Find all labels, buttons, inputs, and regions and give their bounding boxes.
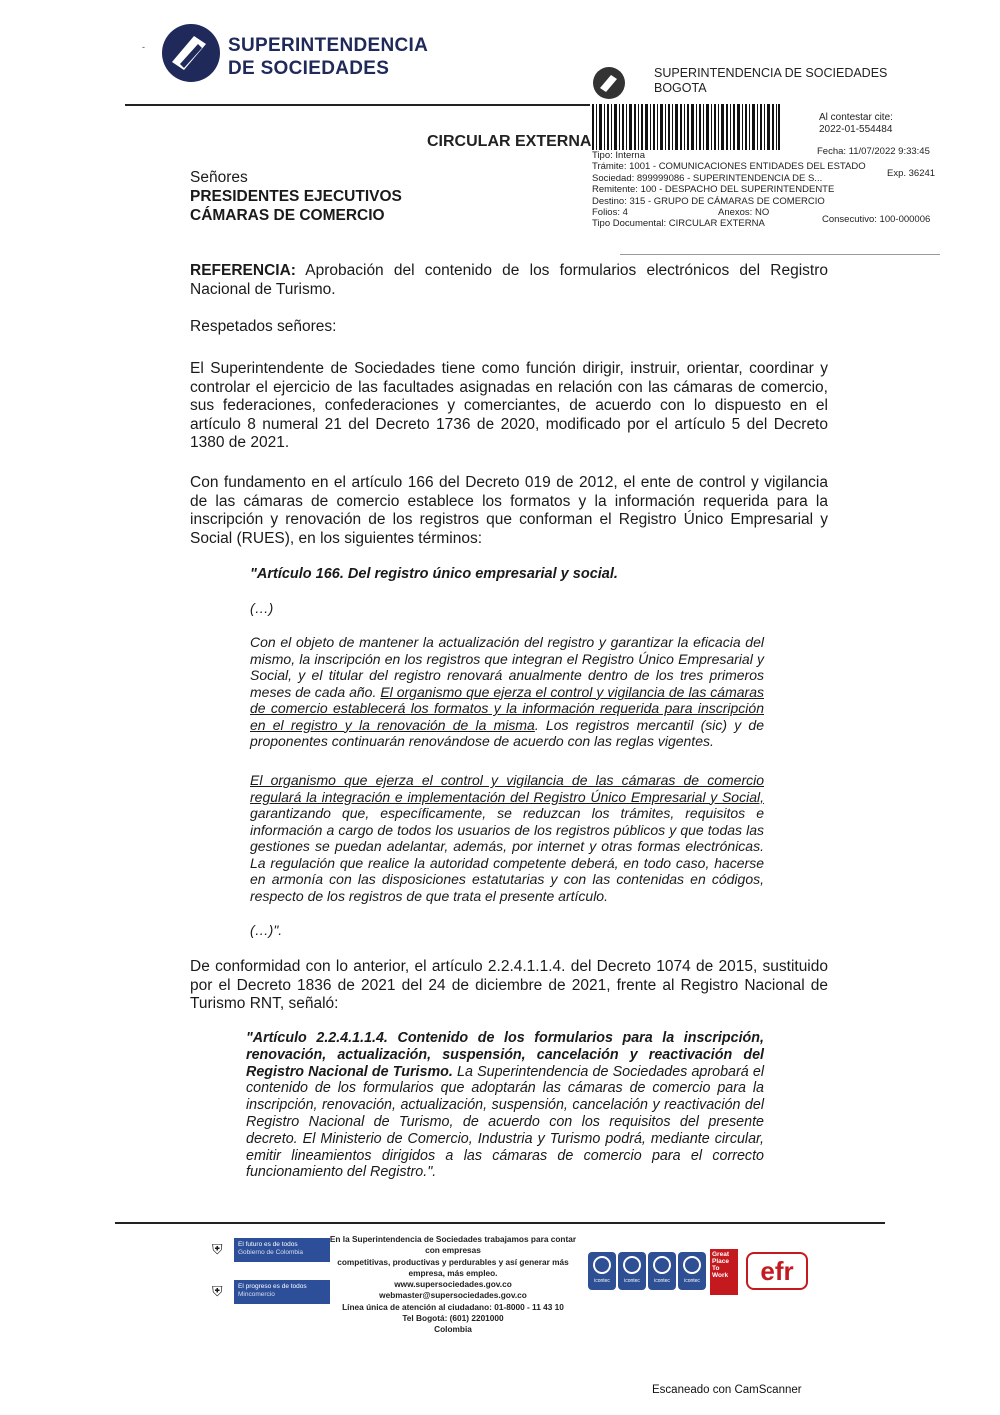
logo-line-1: SUPERINTENDENCIA: [228, 35, 429, 56]
stamp-remitente: Remitente: 100 - DESPACHO DEL SUPERINTENDENTE: [592, 184, 835, 196]
quote-1-p2-text: garantizando que, específicamente, se reduzcan los trámites, requisitos e información a cargo de todos los usuarios de los registros públicos y que todas las gestiones se puedan adelantar, además, por internet y otras formas electrónicas. La regulación que realice la autoridad competente deberá, en todo caso, hacerse en armonía con las disposiciones estatutarias y con las contenidas en códigos, respecto de los registros de que trata el presente artículo.: [250, 805, 764, 904]
quote-1-ellipsis: (…): [250, 600, 274, 616]
stamp-entity: [654, 66, 887, 96]
quote-1-p1-underlined: El organismo que ejerza el control y vigilancia de las cámaras de comercio establecerá los formatos y la información requerida para inscripción en el registro y la renovación de la misma: [250, 683, 764, 733]
efr-logo: efr: [746, 1252, 808, 1290]
quote-1-paragraph-2: [250, 772, 764, 904]
colombia-shield-icon: ⛨: [212, 1283, 223, 1299]
gov-badge-progreso-sub: Mincomercio: [238, 1291, 275, 1298]
cite-block: [819, 112, 893, 136]
quote-1-p2-underlined: El organismo que ejerza el control y vigilancia de las cámaras de comercio regulará la integración e implementación del Registro Único Empresarial y Social,: [250, 772, 764, 805]
cite-number: 2022-01-554484: [819, 124, 893, 135]
quote-2-title: "Artículo 2.2.4.1.1.4. Contenido de los formularios para la inscripción, renovación, actualización, suspensión, cancelación y reactivación del Registro Nacional de Turismo.: [246, 1030, 764, 1080]
stamp-tramite: Trámite: 1001 - COMUNICACIONES ENTIDADES DEL ESTADO: [592, 161, 866, 173]
paragraph-2: Con fundamento en el artículo 166 del Decreto 019 de 2012, el ente de control y vigilancia de las cámaras de comercio establece los formatos y la información requerida para la inscripción y renovación de los registros que conforman el Registro Único Empresarial y Social (RUES), en los siguientes términos:: [190, 474, 828, 547]
logo-wordmark: [228, 34, 428, 80]
reference-label: REFERENCIA:: [190, 262, 296, 279]
footer-line-2: competitivas, productivas y perdurables y así generar más empresa, más empleo.: [337, 1256, 569, 1278]
supersociedades-logo-icon: [160, 22, 222, 84]
icontec-cert-icon: icontec: [618, 1252, 646, 1290]
footer-contact: [328, 1234, 578, 1336]
stamp-tipo-documental: Tipo Documental: CIRCULAR EXTERNA: [592, 218, 765, 230]
footer-phone-2: Tel Bogotá: (601) 2201000: [402, 1313, 504, 1324]
gov-badge-futuro-sub: Gobierno de Colombia: [238, 1249, 304, 1256]
icontec-cert-icon: icontec: [648, 1252, 676, 1290]
footer-country: Colombia: [434, 1324, 472, 1335]
addressee-block: [190, 168, 402, 225]
paragraph-1: El Superintendente de Sociedades tiene como función dirigir, instruir, orientar, coordinar y controlar el ejercicio de las facultades asignadas en relación con las cámaras de comercio, sus federaciones, confederaciones y comerciantes, de acuerdo con lo dispuesto en el artículo 8 numeral 21 del Decreto 1736 de 2020, modificado por el artículo 5 del Decreto 1380 de 2021.: [190, 360, 828, 451]
stamp-date: Fecha: 11/07/2022 9:33:45: [817, 146, 930, 157]
icontec-cert-icon: icontec: [588, 1252, 616, 1290]
stamp-consecutivo: Consecutivo: 100-000006: [822, 214, 931, 225]
footer-line-1: En la Superintendencia de Sociedades trabajamos para contar con empresas: [329, 1234, 577, 1256]
gov-badge-progreso: [212, 1280, 312, 1304]
quote-2: [246, 1030, 764, 1181]
addressee-line-2: CÁMARAS DE COMERCIO: [190, 207, 385, 224]
footer-email: webmaster@supersociedades.gov.co: [379, 1290, 527, 1301]
quote-1-paragraph-1: [250, 634, 764, 750]
salutation: Señores: [190, 169, 248, 186]
gov-badge-futuro: [212, 1238, 312, 1262]
footer-divider: [115, 1222, 885, 1224]
reference-text: Aprobación del contenido de los formularios electrónicos del Registro Nacional de Turismo.: [190, 262, 828, 298]
stamp-city: BOGOTA: [654, 81, 707, 95]
reference-paragraph: [190, 262, 828, 299]
quote-1-p1-text-b: . Los registros mercantil (sic) y de proponentes continuarán renovándose de acuerdo con las reglas vigentes.: [250, 716, 764, 749]
colombia-shield-icon: ⛨: [212, 1241, 223, 1257]
stamp-sociedad: Sociedad: 899999086 - SUPERINTENDENCIA DE S...: [592, 172, 823, 184]
corner-mark: -: [142, 42, 145, 52]
stamp-entity-name: SUPERINTENDENCIA DE SOCIEDADES: [654, 66, 888, 80]
quote-1-end: (…)".: [250, 922, 283, 938]
gov-badge-progreso-box: [234, 1280, 330, 1304]
gov-badge-progreso-text: El progreso es de todos: [238, 1283, 307, 1290]
paragraph-3: De conformidad con lo anterior, el artículo 2.2.4.1.1.4. del Decreto 1074 de 2015, sustituido por el Decreto 1836 de 2021 del 24 de diciembre de 2021, frente al Registro Nacional de Turismo RNT, señaló:: [190, 958, 828, 1012]
footer-web: www.supersociedades.gov.co: [394, 1279, 512, 1290]
document-type-title: CIRCULAR EXTERNA: [427, 133, 592, 150]
footer-phone-1: Línea única de atención al ciudadano: 01-8000 - 11 43 10: [342, 1301, 564, 1312]
quote-1-title: "Artículo 166. Del registro único empresarial y social.: [250, 566, 618, 582]
cite-label: Al contestar cite:: [819, 112, 893, 123]
stamp-logo-icon: [592, 66, 626, 100]
great-place-to-work-badge: Great Place To Work: [710, 1249, 738, 1295]
stamp-anexos: Anexos: NO: [718, 207, 770, 218]
addressee-line-1: PRESIDENTES EJECUTIVOS: [190, 188, 402, 205]
stamp-folios: Folios: 4: [592, 207, 628, 219]
logo-line-2: DE SOCIEDADES: [228, 58, 390, 79]
quote-1-p1-text-a: Con el objeto de mantener la actualización del registro y garantizar la eficacia del mismo, la inscripción en los registros que integran el Registro Único Empresarial y Social, y el titular del registro renovará anualmente dentro de los tres primeros meses de cada año.: [250, 634, 764, 700]
camscanner-watermark: Escaneado con CamScanner: [652, 1384, 802, 1396]
stamp-divider: [620, 254, 940, 255]
barcode-icon: [592, 104, 780, 150]
greeting: Respetados señores:: [190, 318, 337, 335]
header-divider: [125, 104, 590, 106]
stamp-exp: Exp. 36241: [887, 168, 936, 179]
gov-badge-futuro-box: [234, 1238, 330, 1262]
gov-badge-futuro-text: El futuro es de todos: [238, 1241, 298, 1248]
quote-2-text: La Superintendencia de Sociedades aprobará el contenido de los formularios que adoptarán las cámaras de comercio para la inscripción, renovación, actualización, suspensión, cancelación y reactivación del Registro Nacional de Turismo, de acuerdo con los requisitos del presente decreto. El Ministerio de Comercio, Industria y Turismo podrá, mediante circular, emitir lineamientos dirigidos a las cámaras de comercio para el correcto funcionamiento del Registro.".: [246, 1063, 765, 1181]
icontec-cert-icon: icontec: [678, 1252, 706, 1290]
stamp-destino: Destino: 315 - GRUPO DE CÁMARAS DE COMERCIO: [592, 195, 825, 207]
stamp-tipo: Tipo: Interna: [592, 150, 645, 161]
